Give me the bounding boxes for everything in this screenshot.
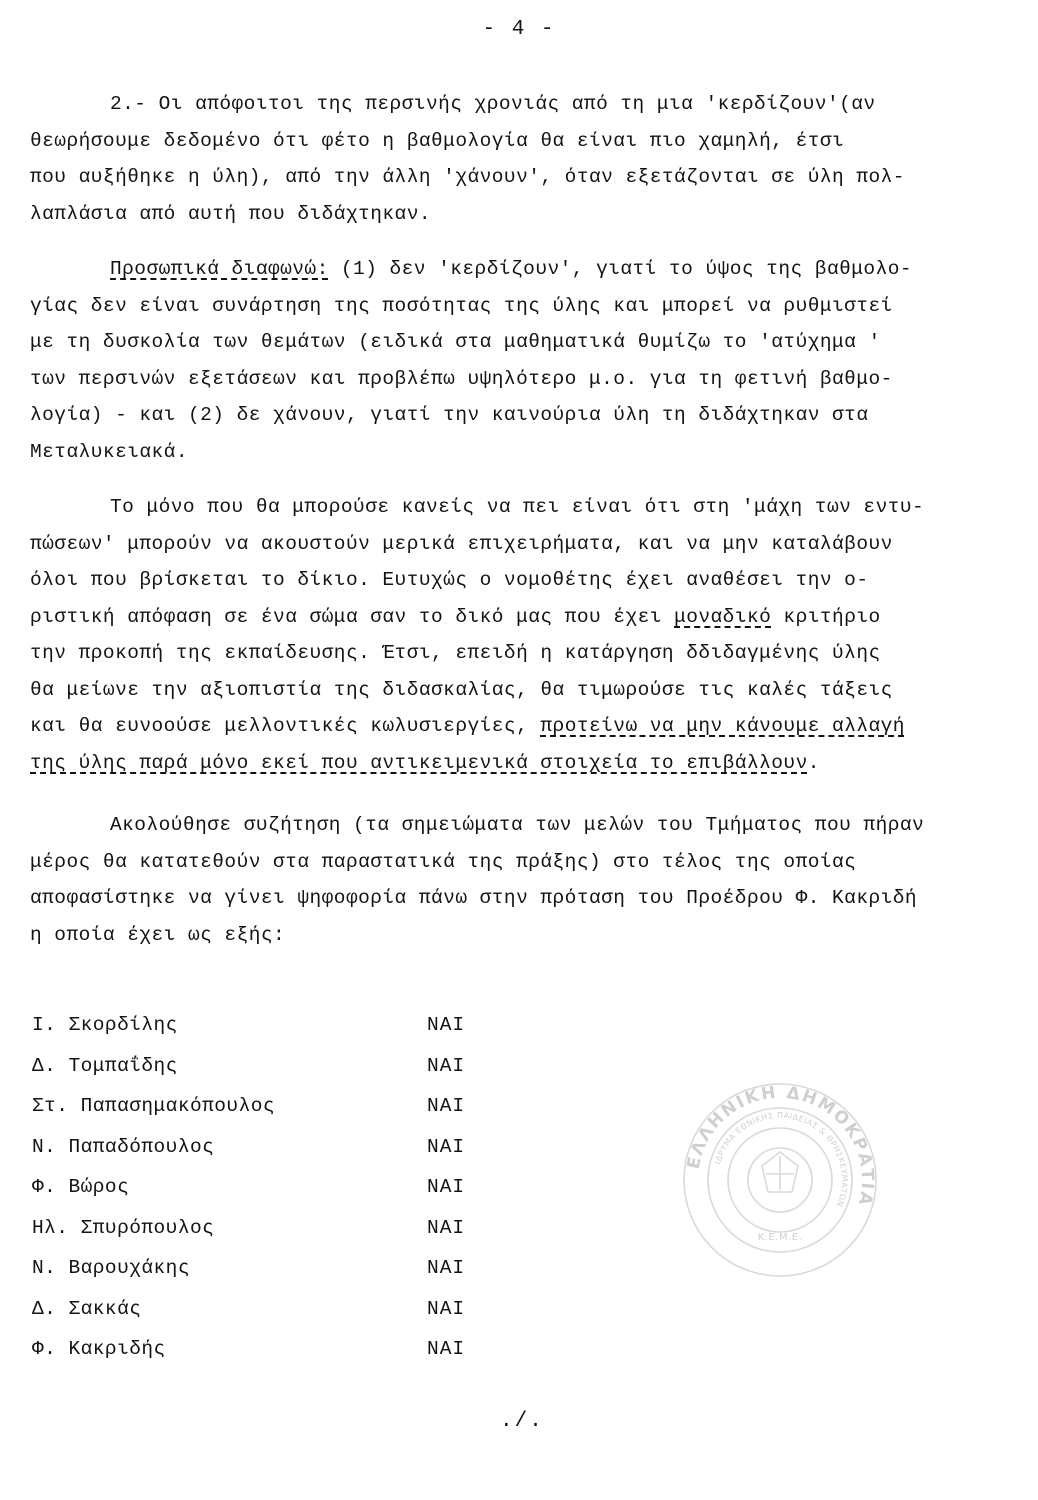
text-line: των περσινών εξετάσεων και προβλέπω υψηλότερο μ.ο. για τη φετινή βαθμο- (30, 367, 893, 390)
paragraph-1 (30, 86, 1012, 232)
text-fragment: (1) δεν 'κερδίζουν', γιατί το ύψος της βαθμολο- (328, 258, 913, 280)
voter-name: Φ. Κακριδής (32, 1338, 166, 1360)
stamp-inner-text: ΙΔΡΥΜΑ ΕΘΝΙΚΗΣ ΠΑΙΔΕΙΑΣ & ΘΡΗΣΚΕΥΜΑΤΩΝ (713, 1110, 850, 1209)
paragraph-3 (30, 489, 1012, 781)
paragraph-4 (30, 807, 1012, 953)
voter-name: Ηλ. Σπυρόπουλος (32, 1216, 215, 1239)
text-line: μέρος θα κατατεθούν στα παραστατικά της πράξης) στο τέλος της οποίας (30, 850, 857, 873)
vote-value: ΝΑΙ (427, 1338, 466, 1360)
vote-value: ΝΑΙ (427, 1176, 466, 1198)
vote-list (32, 1014, 632, 1379)
voter-name: Ι. Σκορδίλης (32, 1014, 178, 1036)
voter-name: Στ. Παπασημακόπουλος (32, 1095, 276, 1117)
vote-row (32, 1217, 632, 1258)
underlined-word: μοναδικό (674, 605, 772, 628)
text-line: λαπλάσια από αυτή που διδάχτηκαν. (30, 202, 432, 225)
vote-row (32, 1055, 632, 1096)
vote-row (32, 1095, 632, 1136)
text-line: Μεταλυκειακά. (30, 440, 188, 463)
vote-value: ΝΑΙ (427, 1054, 466, 1077)
stamp-outer-text: ΕΛΛΗΝΙΚΗ ΔΗΜΟΚΡΑΤΙΑ (683, 1082, 878, 1209)
text-fragment: και θα ευνοούσε μελλοντικές κωλυσιεργίες, (30, 715, 541, 737)
text-line: λογία) - και (2) δε χάνουν, γιατί την καινούρια ύλη τη διδάχτηκαν στα (30, 404, 869, 426)
official-stamp (680, 1080, 880, 1280)
text-fragment: κριτήριο (771, 605, 881, 628)
text-line: θεωρήσουμε δεδομένο ότι φέτο η βαθμολογία θα είναι πιο χαμηλή, έτσι (30, 129, 845, 152)
vote-row (32, 1136, 632, 1177)
text-line (30, 708, 1012, 745)
document-body (30, 86, 1012, 953)
text-line: με τη δυσκολία των θεμάτων (ειδικά στα μαθηματικά θυμίζω το 'ατύχημα ' (30, 331, 881, 353)
text-line (30, 599, 1012, 636)
underlined-proposal: της ύλης παρά μόνο εκεί που αντικειμενικά στοιχεία το επιβάλλουν (30, 751, 808, 774)
text-line: Το μόνο που θα μπορούσε κανείς να πει είναι ότι στη 'μάχη των εντυ- (110, 496, 925, 518)
voter-name: Ν. Βαρουχάκης (32, 1257, 190, 1279)
text-line (30, 745, 1012, 782)
text-line: Ακολούθησε συζήτηση (τα σημειώματα των μελών του Τμήματος που πήραν (110, 814, 925, 836)
text-line: όλοι που βρίσκεται το δίκιο. Ευτυχώς ο νομοθέτης έχει αναθέσει την ο- (30, 569, 869, 591)
text-line: γίας δεν είναι συνάρτηση της ποσότητας της ύλης και μπορεί να ρυθμιστεί (30, 294, 893, 317)
vote-value: ΝΑΙ (427, 1257, 466, 1279)
voter-name: Φ. Βώρος (32, 1176, 130, 1198)
voter-name: Δ. Σακκάς (32, 1297, 142, 1320)
text-line: την προκοπή της εκπαίδευσης. Έτσι, επειδή η κατάργηση δδιδαγμένης ύλης (30, 642, 881, 664)
vote-row (32, 1298, 632, 1339)
vote-value: ΝΑΙ (427, 1135, 466, 1158)
stamp-bottom-text: Κ.Ε.Μ.Ε. (757, 1232, 803, 1243)
text-line: θα μείωνε την αξιοπιστία της διδασκαλίας, θα τιμωρούσε τις καλές τάξεις (30, 678, 893, 701)
paragraph-gap (30, 470, 1012, 489)
vote-value: ΝΑΙ (427, 1297, 466, 1320)
vote-value: ΝΑΙ (427, 1095, 466, 1117)
underlined-proposal: προτείνω να μην κάνουμε αλλαγή (540, 715, 905, 737)
vote-row (32, 1176, 632, 1217)
text-line: που αυξήθηκε η ύλη), από την άλλη 'χάνουν', όταν εξετάζονται σε ύλη πολ- (30, 166, 905, 188)
vote-row (32, 1257, 632, 1298)
voter-name: Ν. Παπαδόπουλος (32, 1135, 215, 1158)
vote-row (32, 1014, 632, 1055)
text-line: αποφασίστηκε να γίνει ψηφοφορία πάνω στην πρόταση του Προέδρου Φ. Κακριδή (30, 887, 918, 909)
vote-row (32, 1338, 632, 1379)
underlined-lead: Προσωπικά διαφωνώ: (110, 258, 329, 280)
text-line: 2.- Οι απόφοιτοι της περσινής χρονιάς από τη μια 'κερδίζουν'(αν (110, 93, 876, 115)
text-line (30, 251, 1012, 288)
paragraph-gap (30, 232, 1012, 251)
vote-value: ΝΑΙ (427, 1216, 466, 1239)
text-fragment: . (807, 751, 820, 774)
text-line: η οποία έχει ως εξής: (30, 923, 286, 946)
text-line: πώσεων' μπορούν να ακουστούν μερικά επιχειρήματα, και να μην καταλάβουν (30, 532, 893, 555)
vote-value: ΝΑΙ (427, 1014, 466, 1036)
paragraph-gap (30, 781, 1012, 807)
paragraph-2 (30, 251, 1012, 470)
page-number: - 4 - (482, 18, 556, 41)
text-fragment: ριστική απόφαση σε ένα σώμα σαν το δικό μας που έχει (30, 605, 675, 628)
voter-name: Δ. Τομπαΐδης (32, 1054, 178, 1077)
continuation-mark: ./. (500, 1410, 544, 1433)
